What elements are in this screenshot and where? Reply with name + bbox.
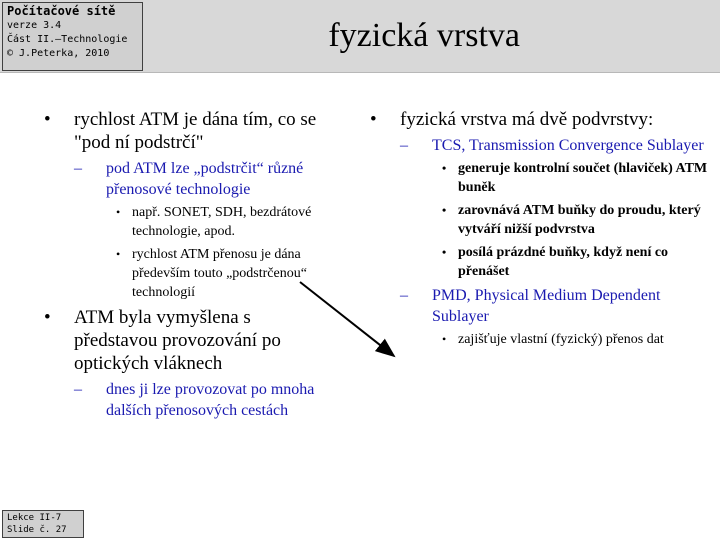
tcs-subbullet [400, 135, 710, 281]
slide-number: Slide č. 27 [7, 525, 67, 535]
left-detail-1-text: např. SONET, SDH, bezdrátové technologie, apod. [132, 205, 312, 239]
tcs-detail-3 [432, 243, 710, 281]
course-author: © J.Peterka, 2010 [7, 48, 110, 59]
left-detail-2 [106, 245, 338, 302]
left-subbullet-1 [74, 158, 338, 302]
left-bullet-2 [38, 306, 338, 421]
left-detail-1 [106, 203, 338, 241]
tcs-detail-3-text: posílá prázdné buňky, když není co přenášet [458, 245, 669, 279]
tcs-subbullet-text: TCS, Transmission Convergence Sublayer [432, 137, 704, 154]
left-column [38, 108, 338, 425]
right-bullet-1-text: fyzická vrstva má dvě podvrstvy: [400, 109, 654, 130]
course-version: verze 3.4 [7, 20, 62, 31]
tcs-detail-2 [432, 201, 710, 239]
bullet-marker: • [44, 109, 51, 130]
bullet-marker: • [44, 307, 51, 328]
left-bullet-1 [38, 108, 338, 302]
left-detail-2-text: rychlost ATM přenosu je dána především touto „podstrčenou“ technologií [132, 247, 307, 300]
left-subbullet-2 [74, 379, 338, 421]
left-subbullet-1-text: pod ATM lze „podstrčit“ různé přenosové technologie [106, 160, 304, 198]
bullet-marker: • [116, 247, 121, 261]
left-bullet-2-text: ATM byla vymyšlena s představou provozování po optických vláknech [74, 307, 281, 374]
bullet-marker: • [370, 109, 377, 130]
course-part: Část II.–Technologie [7, 34, 128, 45]
dash-marker: – [400, 137, 408, 154]
slide-header [0, 0, 720, 73]
left-bullet-1-text: rychlost ATM je dána tím, co se "pod ní podstrčí" [74, 109, 317, 153]
bullet-marker: • [116, 205, 121, 219]
left-subbullet-2-text: dnes ji lze provozovat po mnoha dalších přenosových cestách [106, 381, 315, 419]
pmd-subbullet [400, 285, 710, 349]
dash-marker: – [74, 160, 82, 177]
tcs-detail-2-text: zarovnává ATM buňky do proudu, který vytváří nižší podvrstva [458, 203, 701, 237]
course-title: Počítačové sítě [7, 4, 116, 18]
slide-footer-box [2, 510, 84, 538]
right-bullet-1 [364, 108, 710, 349]
dash-marker: – [74, 381, 82, 398]
right-column [364, 108, 710, 353]
slide-title: fyzická vrstva [328, 17, 520, 54]
bullet-marker: • [442, 203, 447, 217]
pmd-detail-1-text: zajišťuje vlastní (fyzický) přenos dat [458, 332, 664, 347]
pmd-detail-1 [432, 330, 710, 349]
tcs-detail-1 [432, 159, 710, 197]
lesson-number: Lekce II-7 [7, 513, 62, 523]
bullet-marker: • [442, 161, 447, 175]
bullet-marker: • [442, 332, 447, 346]
course-info-box [2, 2, 143, 71]
pmd-subbullet-text: PMD, Physical Medium Dependent Sublayer [432, 287, 661, 325]
tcs-detail-1-text: generuje kontrolní součet (hlaviček) ATM buněk [458, 161, 708, 195]
bullet-marker: • [442, 245, 447, 259]
dash-marker: – [400, 287, 408, 304]
